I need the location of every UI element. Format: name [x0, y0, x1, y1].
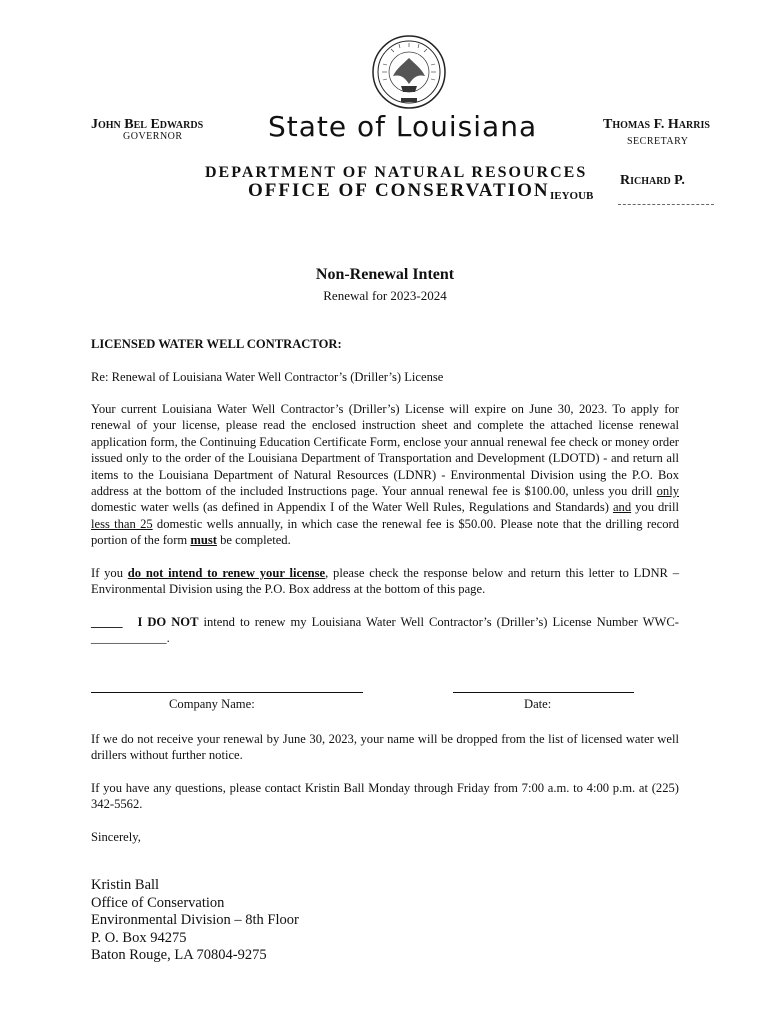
office-name: OFFICE OF CONSERVATION: [248, 180, 550, 201]
date-label: Date:: [524, 697, 552, 711]
paragraph-non-renewal: If you do not intend to renew your license, please check the response below and return this letter to LDNR – Environmental Division using the P.O. Box address at the bottom of this page.: [91, 566, 679, 597]
signature-division: Environmental Division – 8th Floor: [91, 912, 299, 929]
assistant-secretary-name: Richard P.: [620, 173, 685, 188]
assistant-secretary-name-cont: IEYOUB: [550, 190, 594, 202]
governor-name: John Bel Edwards: [91, 117, 204, 132]
signature-name: Kristin Ball: [91, 877, 160, 893]
closing: Sincerely,: [91, 830, 141, 844]
department-name: DEPARTMENT OF NATURAL RESOURCES: [205, 164, 588, 181]
document-subtitle: Renewal for 2023-2024: [323, 288, 447, 303]
secretary-title: SECRETARY: [627, 136, 689, 147]
non-renewal-response[interactable]: _____ I DO NOT intend to renew my Louisiana Water Well Contractor’s (Driller’s) License Number WWC-____________.: [91, 615, 679, 646]
signature-office: Office of Conservation: [91, 894, 225, 911]
document-title: Non-Renewal Intent: [315, 266, 455, 283]
paragraph-deadline: If we do not receive your renewal by June 30, 2023, your name will be dropped from the list of licensed water well drillers without further notice.: [91, 732, 679, 763]
secretary-name: Thomas F. Harris: [603, 117, 710, 132]
state-seal-icon: [371, 34, 447, 110]
salutation: LICENSED WATER WELL CONTRACTOR:: [91, 337, 342, 351]
license-number-blank: ____________: [91, 631, 167, 646]
paragraph-contact: If you have any questions, please contact Kristin Ball Monday through Friday from 7:00 a.m. to 4:00 p.m. at (225) 342-5562.: [91, 781, 679, 812]
header-divider: [618, 204, 714, 205]
signature-block: [91, 877, 299, 965]
response-check-blank: _____: [91, 615, 123, 629]
signature-po-box: P. O. Box 94275: [91, 929, 187, 946]
signature-city: Baton Rouge, LA 70804-9275: [91, 947, 267, 964]
re-line: Re: Renewal of Louisiana Water Well Contractor’s (Driller’s) License: [91, 370, 444, 384]
governor-title: GOVERNOR: [123, 131, 183, 142]
paragraph-renewal-instructions: Your current Louisiana Water Well Contractor’s (Driller’s) License will expire on June 30, 2023. To apply for renewal of your license, please read the enclosed instruction sheet and complete the attached license renewal application form, the Continuing Education Certificate Form, enclose your annual renewal fee check or money order issued only to the order of the Louisiana Department of Transportation and Development (LDOTD) - and return all items to the Louisiana Department of Natural Resources (LDNR) - Environmental Division using the P.O. Box address at the bottom of the included Instructions page. Your annual renewal fee is $100.00, unless you drill only domestic water wells (as defined in Appendix I of the Water Well Rules, Regulations and Standards) and you drill less than 25 domestic wells annually, in which case the renewal fee is $50.00. Please note that the drilling record portion of the form must be completed.: [91, 402, 679, 548]
company-name-label: Company Name:: [169, 697, 255, 711]
state-title: State of Louisiana: [268, 110, 538, 143]
date-line[interactable]: [453, 692, 634, 693]
company-name-line[interactable]: [91, 692, 363, 693]
